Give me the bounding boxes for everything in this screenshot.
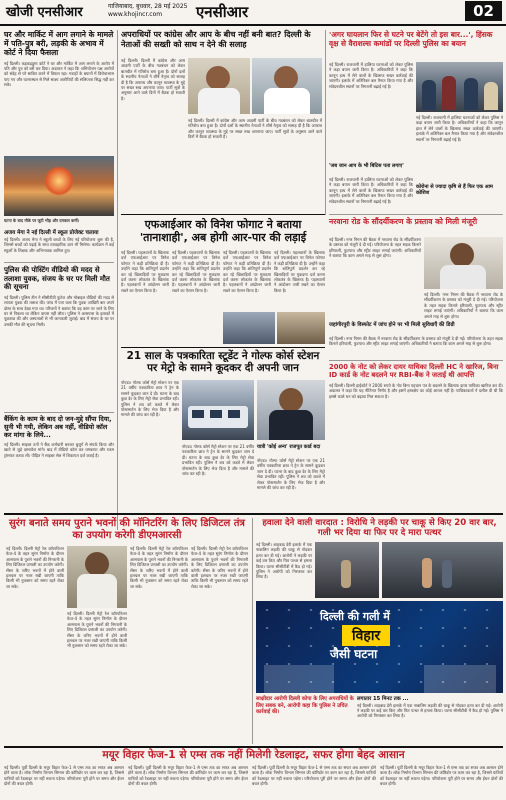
story-video-search [4,266,114,411]
police-crowd-photo [416,62,503,112]
article-body: नई दिल्ली। साइबर ठगों ने बैंक कर्मचारी बनकर बुजुर्ग से संपर्क किया और खाते से जुड़े दस्तावेज मांगे। बाद में वीडियो कॉल कर धमकाया और रकम ट्रांसफर करवा ली। पीड़ित ने साइबर सेल में शिकायत दर्ज कराई है। [4,442,114,458]
article-body-cont2: नई दिल्ली। पहलवानों के खिलाफ दर्ज एफआईआर पर विनेश फोगाट ने कड़ी प्रतिक्रिया दी है। उन्होंने कहा कि शांतिपूर्ण प्रदर्शन कर रहे खिलाड़ियों पर मुकदमा दर्ज करना लोकतंत्र के खिलाफ है। पहलवानों ने आंदोलन जारी रखने का ऐलान किया है। [223,250,271,293]
column-rule [252,518,253,744]
fire-photo [4,156,114,216]
story-narwana-road [329,217,503,226]
article-body-cont2: नई दिल्ली। पूर्वी दिल्ली के मयूर विहार फेज-1 से एम्स तक का सफर अब आसान होने वाला है। लोक निर्माण विभाग सिग्नल फ्री कॉरिडोर पर काम कर रहा है, जिससे यात्रियों को रेडलाइट पर नहीं रुकना पड़ेगा। परियोजना पूरी होने पर समय और ईंधन दोनों की बचत होगी। [252,765,376,787]
subhead: यात्री 'कोई अन्य' राजपूत कार्ड बदा [257,444,321,450]
headline: 21 साल के पत्रकारिता स्टूडेंट ने गोल्फ कोर्स स्टेशन पर मेट्रो के सामने कूदकर दी अपनी जान [126,350,320,375]
headline: हवाला देने वाली वारदात : विरोधि ने लड़की पर चाकू से किए 20 वार बार, गली भर दिया था फिर पर दे मारा पत्थर [262,518,497,539]
article-body-cont: नोएडा। गोल्फ कोर्स मेट्रो स्टेशन पर एक 21 वर्षीय पत्रकारिता छात्र ने ट्रेन के सामने कूदकर जान दे दी। घटना के बाद कुछ देर के लिए मेट्रो सेवा प्रभावित रही। पुलिस ने शव को कब्जे में लेकर पोस्टमार्टम के लिए भेज दिया है और मामले की जांच कर रही है। [182,444,254,477]
paper-logo: खोजी एनसीआर [6,5,83,20]
divider [4,262,114,263]
dateline: गाजियाबाद, बुधवार, 28 मई 2025 www.khojincr.com [108,3,188,18]
article-body-cont2: नई दिल्ली। राजधानी में हालिया घटनाओं को लेकर पुलिस ने कड़ा बयान जारी किया है। अधिकारियों ने कहा कि कानून हाथ में लेने वालों के खिलाफ सख्त कार्रवाई की जाएगी। इलाके में अतिरिक्त बल तैनात किया गया है और संवेदनशील स्थानों पर निगरानी बढ़ाई गई है। [416,115,503,142]
subhead-2: कोरोना से ज्यादा कृषि से हैं फिर एक आम कोशिश [416,184,493,197]
dmrc-official-photo [67,546,127,608]
page-number: 02 [465,1,502,21]
article-body-cont2: नई दिल्ली। नगर निगम की बैठक में नरवाना रोड के सौंदर्यीकरण के प्रस्ताव को मंजूरी दे दी गई। परियोजना के तहत सड़क किनारे हरियाली, फुटपाथ और स्ट्रीट लाइट लगाई जाएंगी। अधिकारियों ने बताया कि काम अगले माह से शुरू होगा। [329,336,503,347]
divider [329,214,503,215]
story-school-project: अजय मेगा ने नई दिल्ली में स्कूल प्रोजेक्ट चलाया नई दिल्ली। अजय मेगा ने स्कूली बच्चों के लिए नई परियोजना शुरू की है, जिससे बच्चों को पढ़ाई के साथ व्यावहारिक ज्ञान भी मिलेगा। कार्यक्रम में कई स्कूलों के शिक्षक और अभिभावक शामिल हुए। [4,230,114,253]
headline: सुरंग बनाते समय पुराने भवनों की मॉनिटरिंग के लिए डिजिटल तंत्र का उपयोग करेगी डीएमआरसी [9,518,245,541]
promo-title-line1: दिल्ली की गली में [320,610,390,623]
story-vinesh-phogat [121,218,325,244]
student-photo [257,380,325,440]
article-body: नोएडा। गोल्फ कोर्स मेट्रो स्टेशन पर एक 21 वर्षीय पत्रकारिता छात्र ने ट्रेन के सामने कूदकर जान दे दी। घटना के बाद कुछ देर के लिए मेट्रो सेवा प्रभावित रही। पुलिस ने शव को कब्जे में लेकर पोस्टमार्टम के लिए भेज दिया है और मामले की जांच कर रही है। [121,380,179,418]
wrestlers-photo-1 [223,312,275,344]
article-body: नई दिल्ली। दिल्ली में कांग्रेस और आम आदमी पार्टी के बीच गठबंधन को लेकर बातचीत में गतिरोध बना हुआ है। दोनों दलों के स्थानीय नेताओं ने शीर्ष नेतृत्व को सलाह दी है कि अपराध और कानून व्यवस्था के मुद्दे पर सख्त रुख अपनाया जाए। पार्टी सूत्रों के अनुसार आने वाले दिनों में बैठक हो सकती है। [121,58,185,101]
cctv-photo-2 [382,542,503,598]
story-dmrc-tunnel [6,518,248,542]
article-body-cont: नई दिल्ली। दिल्ली में कांग्रेस और आम आदमी पार्टी के बीच गठबंधन को लेकर बातचीत में गतिरोध बना हुआ है। दोनों दलों के स्थानीय नेताओं ने शीर्ष नेतृत्व को सलाह दी है कि अपराध और कानून व्यवस्था के मुद्दे पर सख्त रुख अपनाया जाए। पार्टी सूत्रों के अनुसार आने वाले दिनों में बैठक हो सकती है। [188,118,322,140]
headline: अपराधियों पर कांग्रेस और आप के बीच नहीं बनी बात? दिल्ली के नेताओं की सख्ती को साथ न देने की सलाह [121,30,311,49]
article-body-cont: नई दिल्ली। नगर निगम की बैठक में नरवाना रोड के सौंदर्यीकरण के प्रस्ताव को मंजूरी दे दी गई। परियोजना के तहत सड़क किनारे हरियाली, फुटपाथ और स्ट्रीट लाइट लगाई जाएंगी। अधिकारियों ने बताया कि काम अगले माह से शुरू होगा। [424,292,503,319]
article-body-cont3: नई दिल्ली। पूर्वी दिल्ली के मयूर विहार फेज-1 से एम्स तक का सफर अब आसान होने वाला है। लोक निर्माण विभाग सिग्नल फ्री कॉरिडोर पर काम कर रहा है, जिससे यात्रियों को रेडलाइट पर नहीं रुकना पड़ेगा। परियोजना पूरी होने पर समय और ईंधन दोनों की बचत होगी। [380,765,503,787]
subhead: लगातार 15 मिनट तक ... नई दिल्ली। शाहबाद डेरी इलाके में एक नाबालिग लड़की की चाकू से गोदकर हत्या कर दी गई। आरोपी ने लड़की पर कई वार किए और फिर पत्थर से हमला किया। घटना सीसीटीवी में कैद हो गई। पुलिस ने आरोपी को गिरफ्तार कर लिया है। [357,696,503,719]
article-body-cont: नई दिल्ली। पूर्वी दिल्ली के मयूर विहार फेज-1 से एम्स तक का सफर अब आसान होने वाला है। लोक निर्माण विभाग सिग्नल फ्री कॉरिडोर पर काम कर रहा है, जिससे यात्रियों को रेडलाइट पर नहीं रुकना पड़ेगा। परियोजना पूरी होने पर समय और ईंधन दोनों की बचत होगी। [128,765,248,787]
headline: मयूर विहार फेज-1 से एम्स तक नहीं मिलेगी रेडलाइट, सफर होगा बेहद आसान [102,749,405,761]
photo-caption: घटना के बाद मौके पर जुटी भीड़ और दमकल कर्मी। [4,218,80,223]
article-body: नई दिल्ली। पहलवानों के खिलाफ दर्ज एफआईआर पर विनेश फोगाट ने कड़ी प्रतिक्रिया दी है। उन्होंने कहा कि शांतिपूर्ण प्रदर्शन कर रहे खिलाड़ियों पर मुकदमा दर्ज करना लोकतंत्र के खिलाफ है। पहलवानों ने आंदोलन जारी रखने का ऐलान किया है। [121,250,169,293]
headline: एफआईआर को विनेश फोगाट ने बताया 'तानाशाही', अब होगी आर-पार की लड़ाई [139,218,307,244]
headline: नरवाना रोड के सौंदर्यीकरण के प्रस्ताव को मिली मंजूरी [329,217,478,226]
article-body: नई दिल्ली। नगर निगम की बैठक में नरवाना रोड के सौंदर्यीकरण के प्रस्ताव को मंजूरी दे दी गई। परियोजना के तहत सड़क किनारे हरियाली, फुटपाथ और स्ट्रीट लाइट लगाई जाएंगी। अधिकारियों ने बताया कि काम अगले माह से शुरू होगा। [329,237,421,259]
article-body: नई दिल्ली। कड़कड़डूमा कोर्ट ने घर और मार्किट में आग लगाने के आरोप में पति और पुत्र को बरी कर दिया। अदालत ने कहा कि अभियोजन पक्ष आरोपों को संदेह से परे साबित करने में विफल रहा। गवाहों के बयानों में विरोधाभास पाए गए और घटनास्थल से मिले साक्ष्य आरोपियों की संलिप्तता सिद्ध नहीं कर सके। [4,60,114,88]
pull-quote: साक्षीदार आरोपी दिल्ली कोपा के लिए अपराधियों के लिए सबक बने, आरोपी कहा कि पुलिस ने उचित कार्रवाई की। [256,696,354,716]
story-girl-attack [256,518,503,539]
promo-title-highlight: विहार [342,625,390,646]
story-mayur-vihar [4,749,503,762]
subhead: जहांगीरपुरी के विस्फोट में जांच होने पर भी मिली सुविधाएँ की डिग्री [329,322,455,328]
promo-thumb-1 [264,665,334,693]
article-body-cont: नई दिल्ली। राजधानी में हालिया घटनाओं को लेकर पुलिस ने कड़ा बयान जारी किया है। अधिकारियों ने कहा कि कानून हाथ में लेने वालों के खिलाफ सख्त कार्रवाई की जाएगी। इलाके में अतिरिक्त बल तैनात किया गया है और संवेदनशील स्थानों पर निगरानी बढ़ाई गई है। [329,177,413,204]
story-police-statement [329,30,503,48]
promo-title-line3: जैसी घटना [330,647,378,661]
leader-photo-2 [252,58,322,114]
official-photo [424,237,503,289]
section-title: एनसीआर [196,3,249,21]
subhead: 'जब जान आप के भी बिटिस पता लगाए' [329,163,404,169]
promo-thumb-2 [424,665,496,693]
section-rule [4,746,503,748]
divider [329,360,503,361]
article-body-cont3: नई दिल्ली। दिल्ली मेट्रो रेल कॉरपोरेशन फेज-4 के तहत सुरंग निर्माण के दौरान आसपास के पुराने भवनों की निगरानी के लिए डिजिटल प्रणाली का उपयोग करेगी। सेंसर के जरिए भवनों में होने वाली हलचल पर नजर रखी जाएगी ताकि किसी भी नुकसान को समय रहते रोका जा सके। [191,546,248,589]
divider [121,214,325,215]
article-body: नई दिल्ली। पूर्वी दिल्ली के मयूर विहार फेज-1 से एम्स तक का सफर अब आसान होने वाला है। लोक निर्माण विभाग सिग्नल फ्री कॉरिडोर पर काम कर रहा है, जिससे यात्रियों को रेडलाइट पर नहीं रुकना पड़ेगा। परियोजना पूरी होने पर समय और ईंधन दोनों की बचत होगी। [4,765,124,787]
story-2000-note [329,363,503,523]
headline: 'अगर घायलान फिर से घटने पर बेटेंगे तो इस बार...', हिंसक वृक्ष से वैराशल्स कमांडों पर दिल्ली पुलिस का बयान [329,30,493,48]
story-congress-aap [121,30,321,49]
article-body: नई दिल्ली। राजधानी में हालिया घटनाओं को लेकर पुलिस ने कड़ा बयान जारी किया है। अधिकारियों ने कहा कि कानून हाथ में लेने वालों के खिलाफ सख्त कार्रवाई की जाएगी। इलाके में अतिरिक्त बल तैनात किया गया है और संवेदनशील स्थानों पर निगरानी बढ़ाई गई है। [329,62,413,89]
article-body: नई दिल्ली। पुलिस टीम ने सीसीटीवी फुटेज और मोबाइल वीडियो की मदद से लापता युवक की तलाश की। जांच में पता चला कि युवक आखिरी बार अपने दोस्त के साथ देखा गया था। परिजनों ने बताया कि वह काम पर जाने के लिए घर से निकला था लेकिन वापस नहीं लौटा। पुलिस ने आसपास के इलाकों में पूछताछ की और अस्पतालों से भी जानकारी जुटाई। बाद में संजय के घर पर उसकी मौत की सूचना मिली। [4,294,114,327]
article-body: नई दिल्ली। दिल्ली हाईकोर्ट ने 2000 रुपये के नोट बिना पहचान पत्र के बदलने के खिलाफ दायर याचिका खारिज कर दी। अदालत ने कहा कि यह नीतिगत निर्णय है और इसमें हस्तक्षेप का कोई आधार नहीं है। याचिकाकर्ता ने दलील दी थी कि इससे काले धन को बढ़ावा मिल सकता है। [329,382,503,399]
article-body-cont2: नई दिल्ली। दिल्ली मेट्रो रेल कॉरपोरेशन फेज-4 के तहत सुरंग निर्माण के दौरान आसपास के पुराने भवनों की निगरानी के लिए डिजिटल प्रणाली का उपयोग करेगी। सेंसर के जरिए भवनों में होने वाली हलचल पर नजर रखी जाएगी ताकि किसी भी नुकसान को समय रहते रोका जा सके। [130,546,188,589]
cctv-photo-1 [315,542,379,598]
section-rule [4,513,503,515]
divider [121,347,325,348]
divider [4,412,114,413]
article-body: नई दिल्ली। शाहबाद डेरी इलाके में एक नाबालिग लड़की की चाकू से गोदकर हत्या कर दी गई। आरोपी ने लड़की पर कई वार किए और फिर पत्थर से हमला किया। घटना सीसीटीवी में कैद हो गई। पुलिस ने आरोपी को गिरफ्तार कर लिया है। [256,542,312,580]
headline: 2000 के नोट को लेकर दायर याचिका दिल्ली HC ने खारिज, बिना ID कार्ड के नोट बदलने पर RBI-बैंक ने जताई थी आपत्ति [329,363,499,380]
article-body-cont: नई दिल्ली। दिल्ली मेट्रो रेल कॉरपोरेशन फेज-4 के तहत सुरंग निर्माण के दौरान आसपास के पुराने भवनों की निगरानी के लिए डिजिटल प्रणाली का उपयोग करेगी। सेंसर के जरिए भवनों में होने वाली हलचल पर नजर रखी जाएगी ताकि किसी भी नुकसान को समय रहते रोका जा सके। [67,611,127,649]
wrestlers-photo-2 [277,312,325,344]
headline: घर और मार्किट में आग लगाने के मामले में पति-पुत्र बरी, लड़की के अभाव में कोर्ट ने दिया फैसला [4,30,114,58]
article-body-cont2: नोएडा। गोल्फ कोर्स मेट्रो स्टेशन पर एक 21 वर्षीय पत्रकारिता छात्र ने ट्रेन के सामने कूदकर जान दे दी। घटना के बाद कुछ देर के लिए मेट्रो सेवा प्रभावित रही। पुलिस ने शव को कब्जे में लेकर पोस्टमार्टम के लिए भेज दिया है और मामले की जांच कर रही है। [257,458,325,491]
column-rule [117,30,118,530]
metro-station-photo [182,380,254,440]
column-rule [325,30,326,215]
leader-photo-1 [188,58,250,114]
headline: पुलिस की पोस्टिंग वीडियो की मदद से तलाशा युवक, संजय के घर पर मिली मौत की सूचना [4,266,110,292]
story-metro-student [121,350,325,375]
article-body: नई दिल्ली। दिल्ली मेट्रो रेल कॉरपोरेशन फेज-4 के तहत सुरंग निर्माण के दौरान आसपास के पुराने भवनों की निगरानी के लिए डिजिटल प्रणाली का उपयोग करेगी। सेंसर के जरिए भवनों में होने वाली हलचल पर नजर रखी जाएगी ताकि किसी भी नुकसान को समय रहते रोका जा सके। [6,546,64,589]
article-body-cont: नई दिल्ली। पहलवानों के खिलाफ दर्ज एफआईआर पर विनेश फोगाट ने कड़ी प्रतिक्रिया दी है। उन्होंने कहा कि शांतिपूर्ण प्रदर्शन कर रहे खिलाड़ियों पर मुकदमा दर्ज करना लोकतंत्र के खिलाफ है। पहलवानों ने आंदोलन जारी रखने का ऐलान किया है। [172,250,220,293]
story-fire-case [4,30,114,147]
promo-banner [256,601,503,693]
headline: बैंकिंग के काम के बाद दो जन-मुद्दे सौंपा दिया, सुनी भी गयी, लेकिन अब नहीं, वीडियो कॉल कर मांगा के लिये... [4,415,112,439]
masthead [0,0,506,26]
article-body-cont3: नई दिल्ली। पहलवानों के खिलाफ दर्ज एफआईआर पर विनेश फोगाट ने कड़ी प्रतिक्रिया दी है। उन्होंने कहा कि शांतिपूर्ण प्रदर्शन कर रहे खिलाड़ियों पर मुकदमा दर्ज करना लोकतंत्र के खिलाफ है। पहलवानों ने आंदोलन जारी रखने का ऐलान किया है। [274,250,325,293]
